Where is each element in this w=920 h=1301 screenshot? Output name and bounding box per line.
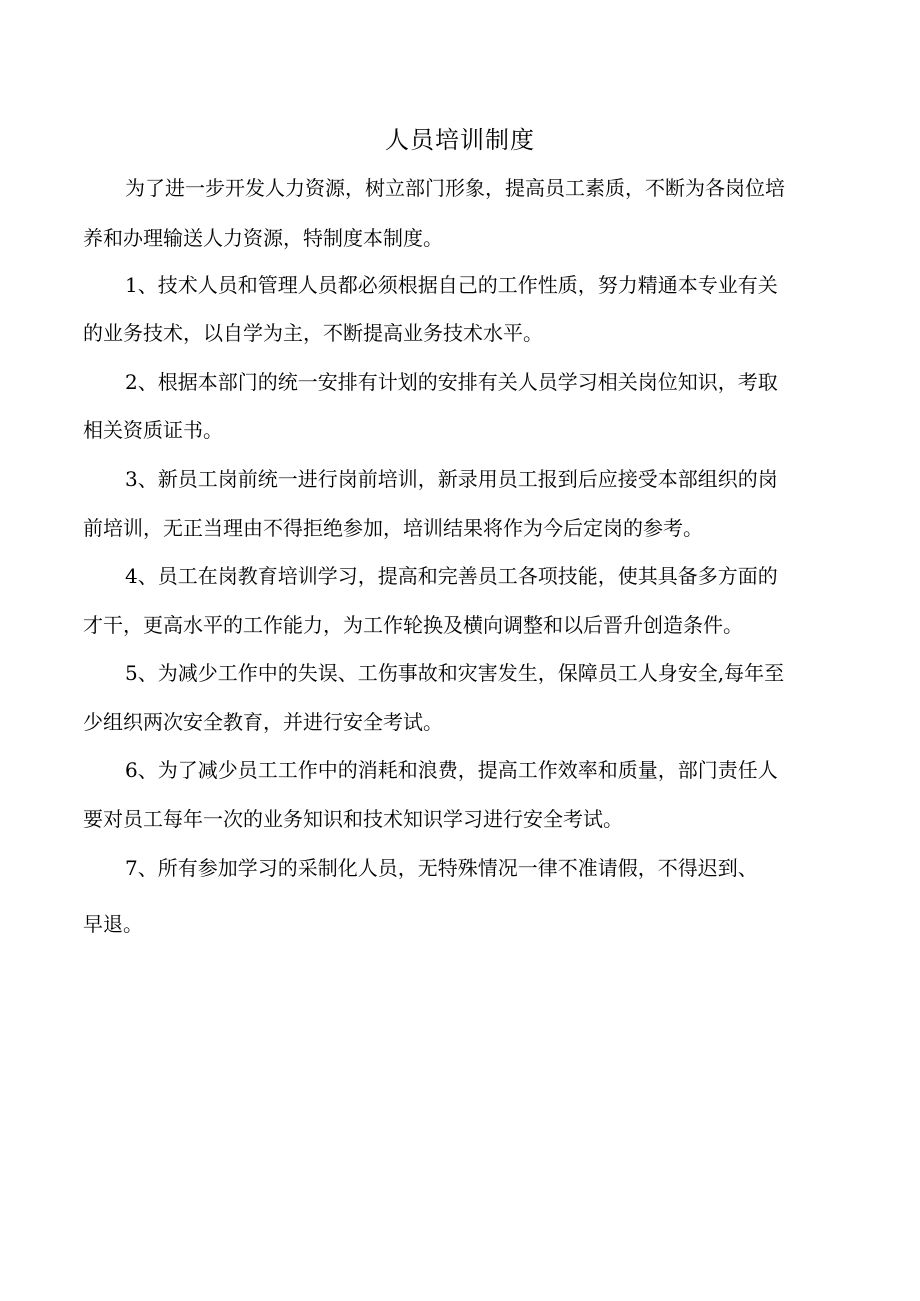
clause-3-line-1: 3、新员工岗前统一进行岗前培训，新录用员工报到后应接受本部组织的岗 xyxy=(125,467,778,491)
clause-4-line-1: 4、员工在岗教育培训学习，提高和完善员工各项技能，使其具备多方面的 xyxy=(125,564,778,588)
clause-1-line-1: 1、技术人员和管理人员都必须根据自己的工作性质，努力精通本专业有关 xyxy=(125,273,778,297)
clause-1-line-2: 的业务技术，以自学为主，不断提高业务技术水平。 xyxy=(83,321,543,345)
clause-7-line-2: 早退。 xyxy=(83,912,143,936)
clause-4-line-2: 才干，更高水平的工作能力，为工作轮换及横向调整和以后晋升创造条件。 xyxy=(83,613,743,637)
clause-6-line-1: 6、为了减少员工工作中的消耗和浪费，提高工作效率和质量，部门责任人 xyxy=(125,758,778,782)
clause-7-line-1: 7、所有参加学习的采制化人员，无特殊情况一律不准请假，不得迟到、 xyxy=(125,856,758,880)
intro-line-2: 养和办理输送人力资源，特制度本制度。 xyxy=(83,226,443,250)
document-title: 人员培训制度 xyxy=(385,126,535,154)
clause-3-line-2: 前培训，无正当理由不得拒绝参加，培训结果将作为今后定岗的参考。 xyxy=(83,516,703,540)
clause-6-line-2: 要对员工每年一次的业务知识和技术知识学习进行安全考试。 xyxy=(83,807,623,831)
clause-2-line-1: 2、根据本部门的统一安排有计划的安排有关人员学习相关岗位知识，考取 xyxy=(125,370,778,394)
intro-line-1: 为了进一步开发人力资源，树立部门形象，提高员工素质，不断为各岗位培 xyxy=(125,176,785,200)
clause-5-line-1: 5、为减少工作中的失误、工伤事故和灾害发生，保障员工人身安全,每年至 xyxy=(125,661,785,685)
clause-2-line-2: 相关资质证书。 xyxy=(83,418,223,442)
clause-5-line-2: 少组织两次安全教育，并进行安全考试。 xyxy=(83,710,443,734)
